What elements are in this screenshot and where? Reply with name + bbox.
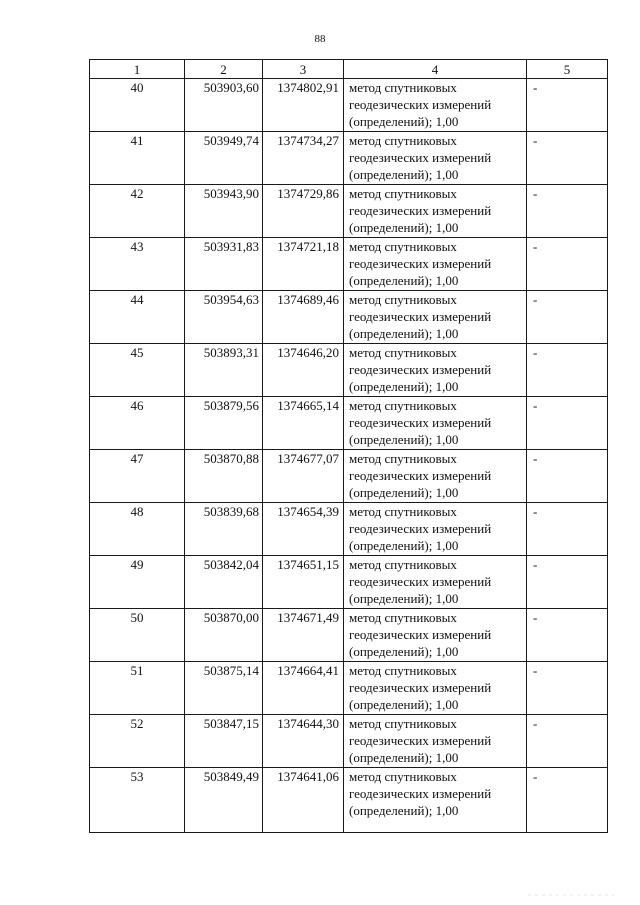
table-row <box>90 556 608 609</box>
x-coordinate-cell: 503847,15 <box>185 715 263 768</box>
point-number-cell: 52 <box>90 715 185 768</box>
note-cell: - <box>527 238 608 291</box>
method-cell <box>344 344 527 397</box>
y-coordinate-cell: 1374664,41 <box>263 662 344 715</box>
y-coordinate-cell: 1374644,30 <box>263 715 344 768</box>
column-header-5: 5 <box>527 60 608 79</box>
method-line: геодезических измерений <box>349 309 492 324</box>
method-line: геодезических измерений <box>349 521 492 536</box>
point-number-cell: 40 <box>90 79 185 132</box>
method-line: (определений); 1,00 <box>349 379 459 394</box>
method-line: метод спутниковых <box>349 663 457 678</box>
y-coordinate-cell: 1374651,15 <box>263 556 344 609</box>
method-line: (определений); 1,00 <box>349 803 459 818</box>
method-line: (определений); 1,00 <box>349 326 459 341</box>
table-row <box>90 344 608 397</box>
x-coordinate-cell: 503870,00 <box>185 609 263 662</box>
x-coordinate-cell: 503870,88 <box>185 450 263 503</box>
x-coordinate-cell: 503839,68 <box>185 503 263 556</box>
method-line: геодезических измерений <box>349 627 492 642</box>
note-cell: - <box>527 768 608 833</box>
method-cell <box>344 185 527 238</box>
method-line: геодезических измерений <box>349 150 492 165</box>
method-line: геодезических измерений <box>349 415 492 430</box>
y-coordinate-cell: 1374671,49 <box>263 609 344 662</box>
method-line: метод спутниковых <box>349 716 457 731</box>
point-number-cell: 44 <box>90 291 185 344</box>
method-line: геодезических измерений <box>349 680 492 695</box>
table-row <box>90 503 608 556</box>
method-cell <box>344 397 527 450</box>
y-coordinate-cell: 1374646,20 <box>263 344 344 397</box>
method-line: метод спутниковых <box>349 345 457 360</box>
table-row <box>90 397 608 450</box>
column-header-3: 3 <box>263 60 344 79</box>
note-cell: - <box>527 609 608 662</box>
point-number-cell: 45 <box>90 344 185 397</box>
method-line: геодезических измерений <box>349 574 492 589</box>
method-line: метод спутниковых <box>349 557 457 572</box>
method-line: (определений); 1,00 <box>349 485 459 500</box>
method-line: геодезических измерений <box>349 733 492 748</box>
column-header-2: 2 <box>185 60 263 79</box>
x-coordinate-cell: 503943,90 <box>185 185 263 238</box>
x-coordinate-cell: 503949,74 <box>185 132 263 185</box>
x-coordinate-cell: 503879,56 <box>185 397 263 450</box>
x-coordinate-cell: 503954,63 <box>185 291 263 344</box>
method-line: геодезических измерений <box>349 786 492 801</box>
note-cell: - <box>527 556 608 609</box>
point-number-cell: 51 <box>90 662 185 715</box>
note-cell: - <box>527 450 608 503</box>
method-line: метод спутниковых <box>349 610 457 625</box>
table-row <box>90 238 608 291</box>
method-line: геодезических измерений <box>349 203 492 218</box>
method-line: (определений); 1,00 <box>349 114 459 129</box>
x-coordinate-cell: 503903,60 <box>185 79 263 132</box>
x-coordinate-cell: 503849,49 <box>185 768 263 833</box>
method-cell <box>344 79 527 132</box>
method-cell <box>344 450 527 503</box>
method-cell <box>344 503 527 556</box>
method-line: геодезических измерений <box>349 468 492 483</box>
method-line: (определений); 1,00 <box>349 538 459 553</box>
method-line: метод спутниковых <box>349 398 457 413</box>
method-line: (определений); 1,00 <box>349 167 459 182</box>
note-cell: - <box>527 503 608 556</box>
point-number-cell: 49 <box>90 556 185 609</box>
note-cell: - <box>527 79 608 132</box>
note-cell: - <box>527 662 608 715</box>
method-cell <box>344 715 527 768</box>
method-cell <box>344 768 527 833</box>
method-line: метод спутниковых <box>349 451 457 466</box>
table-row <box>90 291 608 344</box>
y-coordinate-cell: 1374689,46 <box>263 291 344 344</box>
note-cell: - <box>527 291 608 344</box>
method-line: геодезических измерений <box>349 97 492 112</box>
point-number-cell: 41 <box>90 132 185 185</box>
method-line: (определений); 1,00 <box>349 697 459 712</box>
y-coordinate-cell: 1374729,86 <box>263 185 344 238</box>
method-line: (определений); 1,00 <box>349 273 459 288</box>
method-line: геодезических измерений <box>349 362 492 377</box>
note-cell: - <box>527 185 608 238</box>
point-number-cell: 47 <box>90 450 185 503</box>
point-number-cell: 43 <box>90 238 185 291</box>
method-line: (определений); 1,00 <box>349 591 459 606</box>
x-coordinate-cell: 503931,83 <box>185 238 263 291</box>
table-row <box>90 185 608 238</box>
y-coordinate-cell: 1374641,06 <box>263 768 344 833</box>
method-line: метод спутниковых <box>349 186 457 201</box>
method-line: метод спутниковых <box>349 292 457 307</box>
x-coordinate-cell: 503893,31 <box>185 344 263 397</box>
point-number-cell: 42 <box>90 185 185 238</box>
method-cell <box>344 132 527 185</box>
column-header-1: 1 <box>90 60 185 79</box>
method-line: метод спутниковых <box>349 133 457 148</box>
header-row <box>90 60 608 79</box>
method-line: (определений); 1,00 <box>349 432 459 447</box>
point-number-cell: 50 <box>90 609 185 662</box>
page-number: 88 <box>314 33 326 45</box>
x-coordinate-cell: 503875,14 <box>185 662 263 715</box>
y-coordinate-cell: 1374721,18 <box>263 238 344 291</box>
method-line: (определений); 1,00 <box>349 750 459 765</box>
scan-artifact <box>528 893 618 897</box>
method-line: (определений); 1,00 <box>349 220 459 235</box>
method-cell <box>344 662 527 715</box>
point-number-cell: 53 <box>90 768 185 833</box>
method-cell <box>344 238 527 291</box>
y-coordinate-cell: 1374677,07 <box>263 450 344 503</box>
table-row <box>90 768 608 833</box>
point-number-cell: 48 <box>90 503 185 556</box>
column-header-4: 4 <box>344 60 527 79</box>
coordinates-table <box>89 59 608 833</box>
method-cell <box>344 291 527 344</box>
table-body <box>90 79 608 833</box>
method-line: (определений); 1,00 <box>349 644 459 659</box>
method-cell <box>344 609 527 662</box>
method-line: метод спутниковых <box>349 80 457 95</box>
table-row <box>90 450 608 503</box>
method-line: метод спутниковых <box>349 239 457 254</box>
point-number-cell: 46 <box>90 397 185 450</box>
note-cell: - <box>527 132 608 185</box>
table-row <box>90 132 608 185</box>
table-row <box>90 662 608 715</box>
table-row <box>90 79 608 132</box>
method-line: геодезических измерений <box>349 256 492 271</box>
method-line: метод спутниковых <box>349 504 457 519</box>
note-cell: - <box>527 344 608 397</box>
method-line: метод спутниковых <box>349 769 457 784</box>
note-cell: - <box>527 397 608 450</box>
y-coordinate-cell: 1374665,14 <box>263 397 344 450</box>
y-coordinate-cell: 1374802,91 <box>263 79 344 132</box>
table-row <box>90 715 608 768</box>
y-coordinate-cell: 1374734,27 <box>263 132 344 185</box>
method-cell <box>344 556 527 609</box>
table-row <box>90 609 608 662</box>
y-coordinate-cell: 1374654,39 <box>263 503 344 556</box>
note-cell: - <box>527 715 608 768</box>
x-coordinate-cell: 503842,04 <box>185 556 263 609</box>
